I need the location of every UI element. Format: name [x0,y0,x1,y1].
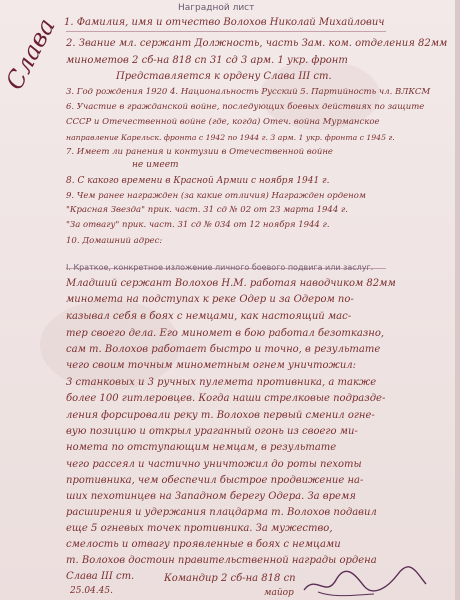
date-line: 25.04.45. [70,586,113,596]
body-line: Младший сержант Волохов Н.М. работая наводчиком 82мм [66,278,396,289]
rank-line: майор [264,588,294,598]
body-line: казывал себя в боях с немцами, как настоящий мас- [66,311,352,322]
body-line: еще 5 огневых точек противника. За мужество, [66,523,333,534]
header-line: минометов 2 сб-на 818 сп 31 сд 3 арм. 1 укр. фронт [66,55,348,66]
header-line: 9. Чем ранее награжден (за какие отличия) Награжден орденом [66,191,366,201]
header-line: 7. Имеет ли ранения и контузии в Отечественной войне [66,147,333,157]
body-line: т. Волохов достоин правительственной награды ордена [66,555,377,566]
body-line: номета по отступающим немцам, в результате [66,442,337,453]
body-line: расширения и удержания плацдарма т. Волохов подавил [66,507,377,518]
body-line: более 100 гитлеровцев. Когда наши стрелковые подразде- [66,393,386,404]
header-line: "За отвагу" прик. част. 31 сд № 034 от 12 ноября 1944 г. [66,220,330,230]
commander-line: Командир 2 сб-на 818 сп [164,573,296,584]
body-line: противника, чем обеспечил быстрое продвижение на- [66,475,364,486]
body-line: ших пехотинцев на Западном берегу Одера. За время [66,491,356,502]
header-line: "Красная Звезда" прик. част. 31 сд № 02 от 23 марта 1944 г. [66,205,348,215]
body-line: сам т. Волохов работает быстро и точно, в результате [66,344,381,355]
margin-note: Слава [0,13,61,95]
header-line: 10. Домашний адрес: [66,236,163,246]
header-line: 6. Участие в гражданской войне, последующих боевых действиях по защите [66,102,425,112]
header-line: СССР и Отечественной войне (где, когда) Отеч. война Мурманское [66,117,380,127]
body-line: миномета на подступах к реке Одер и за Одером по- [66,294,354,305]
body-line: чего своим точным минометным огнем уничтожил: [66,360,357,371]
header-line: 8. С какого времени в Красной Армии с ноября 1941 г. [66,176,330,186]
document-title: Наградной лист [178,3,255,13]
header-line: 3. Год рождения 1920 4. Национальность Русский 5. Партийность чл. ВЛКСМ [66,87,431,97]
commander-signature [300,564,430,600]
body-line: вую позицию и открыл ураганный огонь из своего ми- [66,426,358,437]
header-line: не имеет [132,160,179,170]
ruling-line [66,31,386,32]
body-line: ления форсировали реку т. Волохов первый сменил огне- [66,410,375,421]
sheet-edge [455,0,460,600]
header-line: 1. Фамилия, имя и отчество Волохов Николай Михайлович [64,17,385,28]
body-line: тер своего дела. Его миномет в бою работал безотказно, [66,328,385,339]
header-line: направление Карельск. фронта с 1942 по 1944 г. 3 арм. 1 укр. фронта с 1945 г. [66,133,395,142]
body-line: 3 станковых и 3 ручных пулемета противника, а также [66,377,377,388]
ruling-line [66,268,386,269]
body-line: чего рассеял и частично уничтожил до роты пехоты [66,459,362,470]
header-line: Представляется к ордену Слава III ст. [116,71,332,82]
header-line: 2. Звание мл. сержант Должность, часть Зам. ком. отделения 82мм [66,38,448,49]
body-line: смелость и отвагу проявленные в боях с немцами [66,539,341,550]
body-line: Слава III ст. [66,571,135,582]
